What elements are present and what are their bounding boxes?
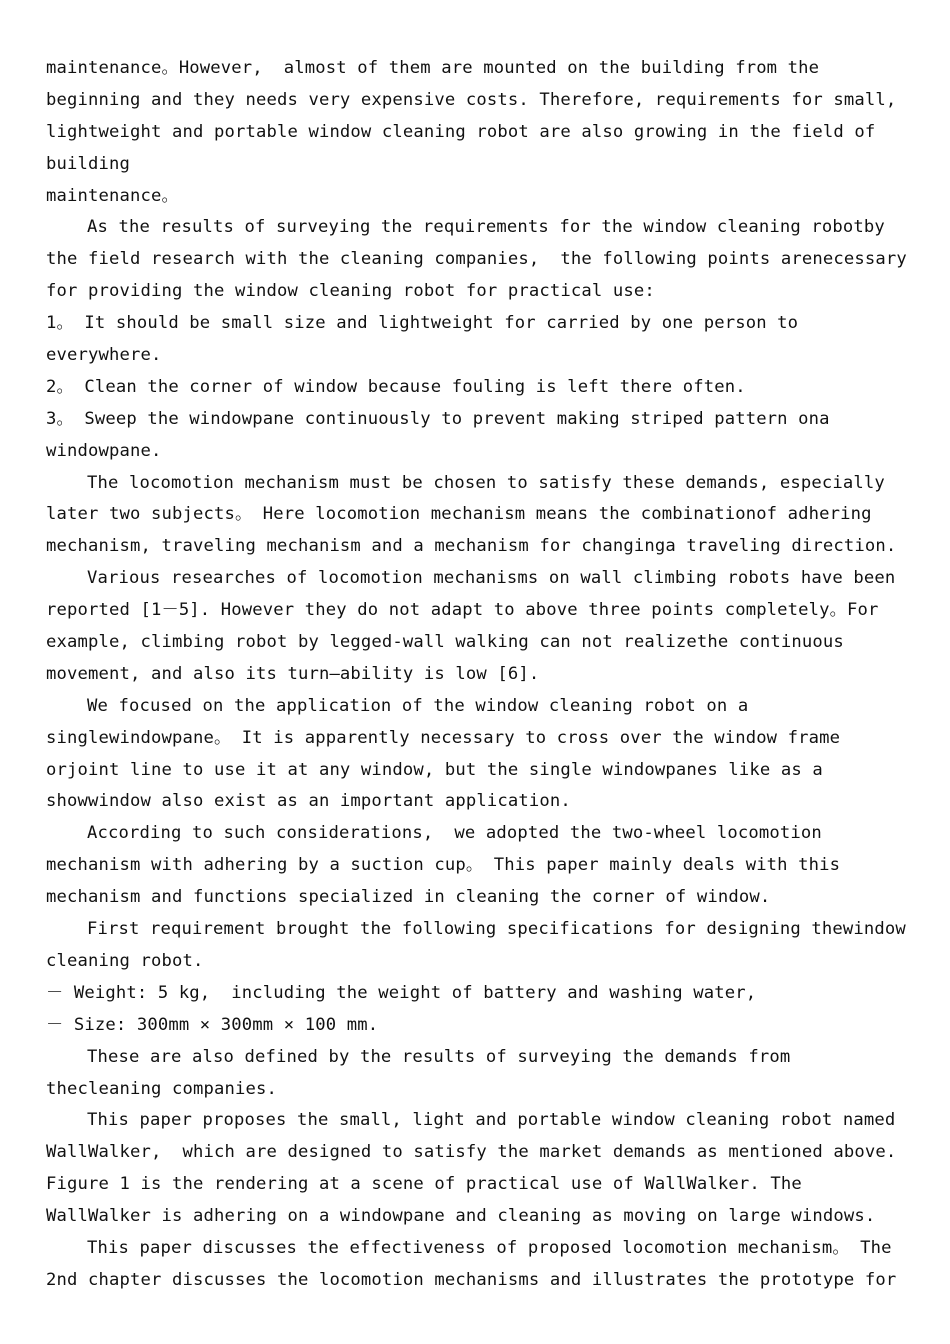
- text-line: － Weight: 5 kg, including the weight of battery and washing water,: [46, 982, 757, 1003]
- text-line: Various researches of locomotion mechanisms on wall climbing robots have been: [87, 568, 896, 589]
- text-line: beginning and they needs very expensive costs. Therefore, requirements for small,: [46, 89, 897, 110]
- text-line: WallWalker, which are designed to satisfy the market demands as mentioned above.: [46, 1142, 897, 1163]
- text-line: reported [1－5]. However they do not adapt to above three points completely。For: [46, 600, 879, 621]
- text-line: － Size: 300mm × 300mm × 100 mm.: [46, 1014, 379, 1035]
- text-line: This paper discusses the effectiveness of proposed locomotion mechanism。 The: [87, 1237, 892, 1258]
- text-line: mechanism with adhering by a suction cup。 This paper mainly deals with this: [46, 855, 841, 876]
- text-line: orjoint line to use it at any window, but the single windowpanes like as a: [46, 759, 823, 780]
- text-line: These are also defined by the results of surveying the demands from: [87, 1046, 791, 1067]
- text-line: 2。 Clean the corner of window because fouling is left there often.: [46, 376, 746, 397]
- text-line: 3。 Sweep the windowpane continuously to prevent making striped pattern ona: [46, 408, 830, 429]
- text-line: We focused on the application of the window cleaning robot on a: [87, 695, 749, 716]
- text-line: The locomotion mechanism must be chosen to satisfy these demands, especially: [87, 472, 885, 493]
- text-line: the field research with the cleaning companies, the following points arenecessary: [46, 249, 907, 270]
- text-line: 2nd chapter discusses the locomotion mechanisms and illustrates the prototype for: [46, 1269, 897, 1290]
- text-line: cleaning robot.: [46, 950, 204, 971]
- text-line: thecleaning companies.: [46, 1078, 277, 1099]
- text-line: for providing the window cleaning robot for practical use:: [46, 281, 655, 302]
- text-line: example, climbing robot by legged-wall walking can not realizethe continuous: [46, 632, 844, 653]
- text-line: This paper proposes the small, light and portable window cleaning robot named: [87, 1110, 896, 1131]
- document-body: [46, 53, 926, 1297]
- text-line: windowpane.: [46, 440, 162, 461]
- text-line: lightweight and portable window cleaning robot are also growing in the field of: [46, 121, 876, 142]
- text-line: WallWalker is adhering on a windowpane and cleaning as moving on large windows.: [46, 1206, 876, 1227]
- text-line: building: [46, 153, 130, 174]
- text-line: maintenance。However, almost of them are mounted on the building from the: [46, 58, 820, 78]
- text-line: First requirement brought the following specifications for designing thewindow: [87, 919, 906, 940]
- text-line: showwindow also exist as an important application.: [46, 791, 571, 812]
- text-line: According to such considerations, we adopted the two-wheel locomotion: [87, 823, 822, 844]
- text-line: Figure 1 is the rendering at a scene of practical use of WallWalker. The: [46, 1174, 802, 1195]
- text-line: movement, and also its turn—ability is low [6].: [46, 663, 540, 684]
- text-line: later two subjects。 Here locomotion mechanism means the combinationof adhering: [46, 504, 872, 525]
- text-line: singlewindowpane。 It is apparently necessary to cross over the window frame: [46, 727, 841, 748]
- text-line: mechanism and functions specialized in cleaning the corner of window.: [46, 887, 771, 908]
- text-line: everywhere.: [46, 345, 162, 366]
- text-line: 1。 It should be small size and lightweight for carried by one person to: [46, 313, 799, 334]
- text-line: maintenance。: [46, 185, 179, 206]
- text-line: As the results of surveying the requirements for the window cleaning robotby: [87, 217, 885, 238]
- text-line: mechanism, traveling mechanism and a mechanism for changinga traveling direction.: [46, 536, 897, 557]
